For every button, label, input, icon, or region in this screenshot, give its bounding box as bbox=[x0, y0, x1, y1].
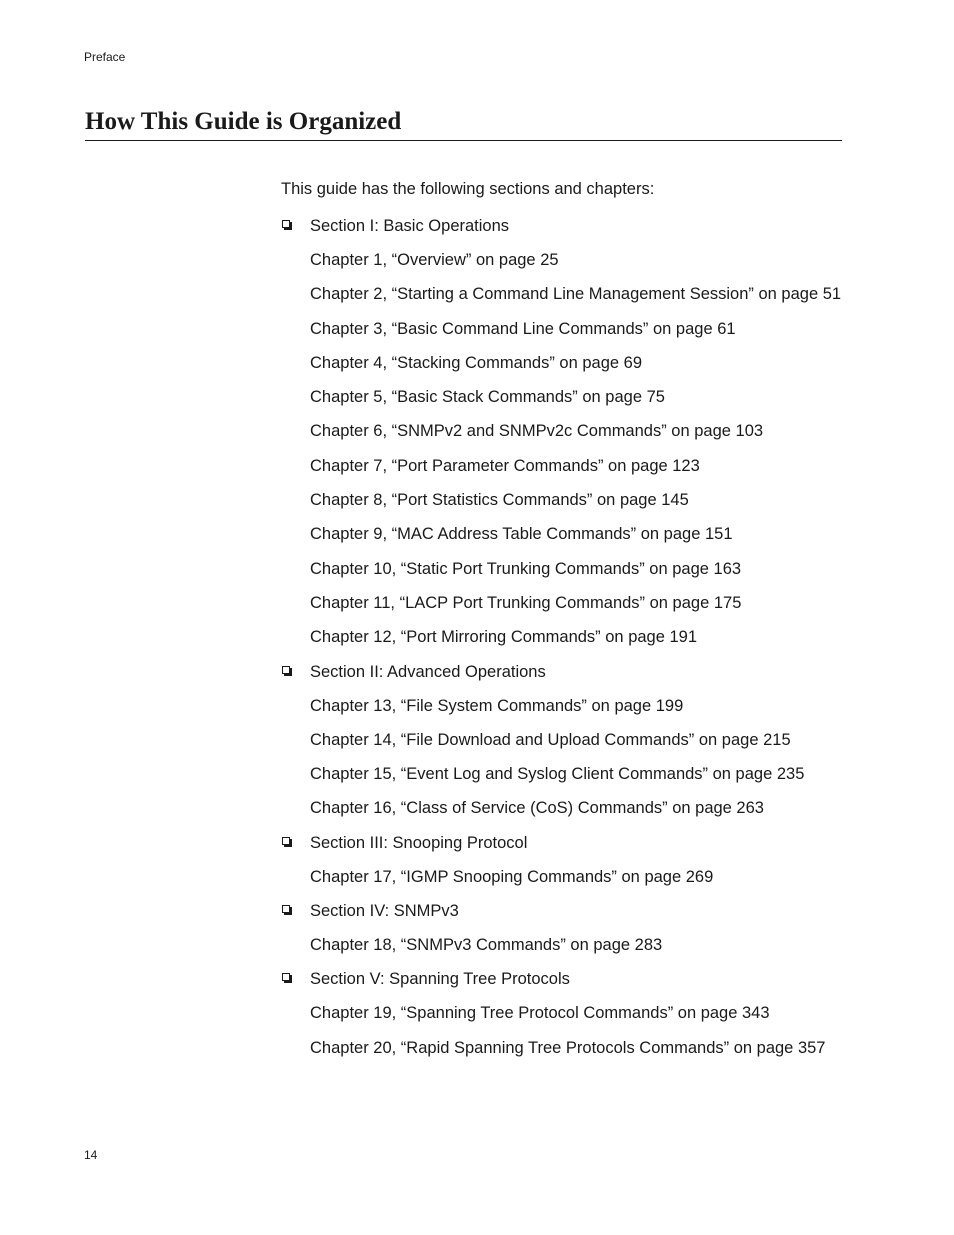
title-rule bbox=[85, 140, 842, 141]
chapter-link[interactable]: Chapter 13, “File System Commands” on page 199 bbox=[310, 696, 684, 715]
chapter-link[interactable]: Chapter 16, “Class of Service (CoS) Commands” on page 263 bbox=[310, 799, 764, 818]
chapter-link[interactable]: Chapter 17, “IGMP Snooping Commands” on page 269 bbox=[310, 867, 714, 886]
chapter-link[interactable]: Chapter 8, “Port Statistics Commands” on page 145 bbox=[310, 491, 689, 510]
chapter-link[interactable]: Chapter 9, “MAC Address Table Commands” on page 151 bbox=[310, 525, 733, 544]
section-label: Section II: Advanced Operations bbox=[310, 662, 546, 681]
page-title: How This Guide is Organized bbox=[85, 108, 402, 135]
chapter-link[interactable]: Chapter 2, “Starting a Command Line Management Session” on page 51 bbox=[310, 285, 842, 304]
chapter-link[interactable]: Chapter 7, “Port Parameter Commands” on page 123 bbox=[310, 456, 700, 475]
section-label: Section III: Snooping Protocol bbox=[310, 833, 528, 852]
checkbox-bullet-icon bbox=[282, 220, 290, 228]
checkbox-bullet-icon bbox=[282, 666, 290, 674]
chapter-link[interactable]: Chapter 11, “LACP Port Trunking Commands” on page 175 bbox=[310, 593, 742, 612]
chapter-link[interactable]: Chapter 18, “SNMPv3 Commands” on page 283 bbox=[310, 936, 663, 955]
chapter-link[interactable]: Chapter 6, “SNMPv2 and SNMPv2c Commands” on page 103 bbox=[310, 422, 764, 441]
running-head: Preface bbox=[84, 50, 126, 64]
chapter-link[interactable]: Chapter 3, “Basic Command Line Commands” on page 61 bbox=[310, 319, 736, 338]
checkbox-bullet-icon bbox=[282, 837, 290, 845]
section-item bbox=[281, 969, 846, 989]
chapter-link[interactable]: Chapter 10, “Static Port Trunking Commands” on page 163 bbox=[310, 559, 742, 578]
checkbox-bullet-icon bbox=[282, 905, 290, 913]
section-label: Section V: Spanning Tree Protocols bbox=[310, 970, 570, 989]
chapter-link[interactable]: Chapter 12, “Port Mirroring Commands” on page 191 bbox=[310, 628, 698, 647]
section-label: Section IV: SNMPv3 bbox=[310, 902, 459, 921]
chapter-link[interactable]: Chapter 14, “File Download and Upload Commands” on page 215 bbox=[310, 730, 791, 749]
intro-paragraph: This guide has the following sections and chapters: bbox=[281, 180, 655, 198]
section-item bbox=[281, 833, 846, 853]
chapter-link[interactable]: Chapter 5, “Basic Stack Commands” on page 75 bbox=[310, 388, 665, 407]
section-item bbox=[281, 901, 846, 921]
section-label: Section I: Basic Operations bbox=[310, 217, 510, 235]
chapter-link[interactable]: Chapter 20, “Rapid Spanning Tree Protocols Commands” on page 357 bbox=[310, 1038, 826, 1057]
page-number: 14 bbox=[84, 1148, 98, 1162]
chapter-link[interactable]: Chapter 4, “Stacking Commands” on page 69 bbox=[310, 353, 643, 372]
section-item bbox=[281, 662, 846, 682]
chapter-link[interactable]: Chapter 19, “Spanning Tree Protocol Commands” on page 343 bbox=[310, 1004, 770, 1023]
section-item bbox=[281, 216, 846, 236]
document-body bbox=[281, 179, 846, 1072]
checkbox-bullet-icon bbox=[282, 973, 290, 981]
chapter-link[interactable]: Chapter 1, “Overview” on page 25 bbox=[310, 251, 559, 269]
chapter-link[interactable]: Chapter 15, “Event Log and Syslog Client Commands” on page 235 bbox=[310, 765, 805, 784]
